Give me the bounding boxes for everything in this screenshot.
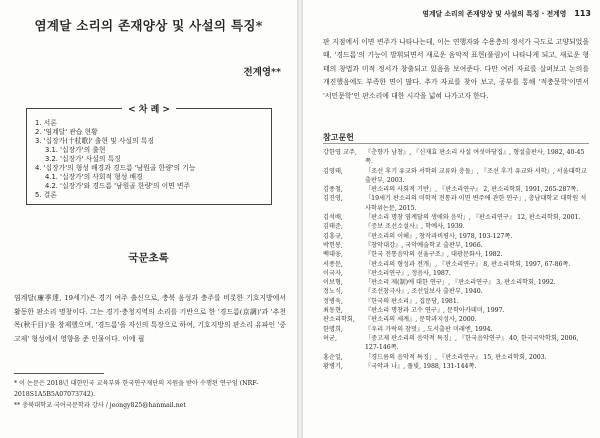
toc-item: 5. 결론 bbox=[35, 191, 57, 199]
reference-author: 허균, bbox=[323, 334, 337, 342]
reference-text: 『우리 가락의 참멋』, 도서출판 미래엔, 1994. bbox=[365, 325, 493, 333]
reference-text: 「판소리의 사회적 기반」, 『판소리연구』 2, 판소리학회, 1991, 265-287쪽. bbox=[365, 186, 579, 194]
reference-text: 『증보 조선소설사』, 학예사, 1939. bbox=[365, 223, 465, 231]
toc-item: 3.1. '십장가'의 출현 bbox=[45, 146, 106, 154]
reference-author: 김흥규, bbox=[323, 232, 343, 240]
reference-entry bbox=[323, 260, 591, 269]
reference-entry bbox=[323, 306, 591, 315]
reference-text: 「판소리의 형성과 전개」, 『판소리연구』 8, 판소리학회, 1997, 67-86쪽. bbox=[365, 260, 571, 268]
reference-author: 김영태, bbox=[323, 167, 343, 175]
reference-text: 「19세기 판소리의 미학적 전통과 이면 변주에 관한 연구」, 충남대학교 대학원 석사학위논문, 2015. bbox=[365, 195, 587, 212]
reference-author: 최동현, bbox=[323, 307, 343, 315]
left-page bbox=[0, 0, 297, 438]
toc-item: 2. '염계달' 관습 현황 bbox=[35, 128, 98, 136]
paper-title: 염계달 소리의 존재양상 및 사설의 특징* bbox=[34, 18, 263, 33]
reference-entry bbox=[323, 297, 591, 306]
reference-entry bbox=[323, 353, 591, 362]
reference-author: 백대웅, bbox=[323, 251, 343, 259]
running-head-title: 염계달 소리의 존재양상 및 사설의 특징 · 전계영 bbox=[422, 10, 567, 18]
page-number: 113 bbox=[574, 9, 591, 18]
reference-text: 『춘향가 남창』, 『신재효 판소리 사설 여섯마당집』, 형설출판사, 1982, 40-45쪽. bbox=[365, 149, 585, 166]
reference-text: 『판소리연구』, 정음사, 1987. bbox=[365, 269, 451, 277]
running-head bbox=[363, 8, 591, 18]
reference-entry bbox=[323, 278, 591, 287]
reference-author: 이보형, bbox=[323, 279, 343, 287]
reference-entry bbox=[323, 185, 591, 194]
reference-text: 「조선 후기 유교와 서학의 교류와 충돌」, 『조선 후기 유교와 서학』, 서울대학교 출판부, 2003. bbox=[365, 167, 587, 184]
footnotes bbox=[14, 378, 284, 411]
reference-text: 『한국 전통음악의 선율구조』, 대광문화사, 1982. bbox=[365, 251, 503, 259]
toc-item: 4. '십장가'의 형성 배경과 경드름 '남원골 한량'의 기능 bbox=[35, 164, 196, 172]
abstract-text: 염계달(廉季達, 19세기)은 경기 여주 출신으로, 충북 음성과 충주를 비롯한 기호지방에서 활동한 판소리 명창이다. 그는 경기·충청지역의 소리를 기반으로 한 '경드름(京調)'과 '추천목(秋千目)'을 창제했으며, '경드름'을 자신의 특장으로 하여, 기호지방의 판소리 유파인 '중고제' 형성에서 영향을 준 인물이다. 이에 필 bbox=[14, 294, 286, 343]
reference-author: 황병기, bbox=[323, 362, 343, 370]
reference-entry bbox=[323, 222, 591, 231]
reference-author: 정병욱, bbox=[323, 297, 343, 305]
reference-author: 김종철, bbox=[323, 186, 343, 194]
right-page bbox=[303, 0, 600, 438]
reference-entry bbox=[323, 325, 591, 334]
reference-entry bbox=[323, 287, 591, 296]
reference-author: 이국자, bbox=[323, 269, 343, 277]
reference-text: 『한국의 판소리』, 집문당, 1981. bbox=[365, 297, 459, 305]
reference-entry bbox=[323, 167, 591, 186]
reference-entry bbox=[323, 250, 591, 259]
toc-item: 3.2. '십장가' 사설의 특징 bbox=[45, 155, 121, 163]
reference-text: 『판소리의 세계』, 문학과지성사, 2000. bbox=[365, 316, 477, 324]
reference-text: 『조선창극사』, 조선일보사 출판부, 1940. bbox=[365, 288, 483, 296]
footnote: ** 충북대학교 국어국문학과 강사 / jeongy825@hanmail.net bbox=[14, 402, 186, 409]
reference-text: 「판소리 제(制)에 대한 연구」, 『판소리연구』 3, 판소리학회, 1992. bbox=[365, 279, 556, 287]
toc-item: 1. 서론 bbox=[35, 119, 57, 127]
reference-text: 『판소리 명창과 고수 연구』, 문학아카데미, 1997. bbox=[365, 307, 505, 315]
references-list bbox=[323, 148, 591, 371]
footnote-divider bbox=[14, 373, 104, 374]
reference-entry bbox=[323, 334, 591, 353]
footnote: * 이 논문은 2018년 대한민국 교육부와 한국연구재단의 지원을 받아 수행된 연구임 (NRF-2018S1A5B5A07073742). bbox=[14, 380, 259, 398]
reference-entry bbox=[323, 315, 591, 324]
reference-text: 『국악과 나』, 풀빛, 1988, 131-144쪽. bbox=[365, 362, 477, 370]
author-name: 전계영** bbox=[243, 67, 281, 78]
reference-text: 「중고제 판소리의 음악적 특징」, 『한국음악연구』 40, 한국국악학회, 2006, 127-146쪽. bbox=[365, 334, 579, 352]
toc-heading: < 차 례 > bbox=[122, 105, 176, 115]
toc-item: 4.1. '십장가'의 사회적 형성 배경 bbox=[45, 173, 143, 181]
reference-entry bbox=[323, 148, 591, 167]
reference-author: 서종문, bbox=[323, 260, 343, 268]
reference-entry bbox=[323, 362, 591, 371]
reference-author: 김진영, bbox=[323, 195, 343, 203]
reference-entry bbox=[323, 232, 591, 241]
toc-item: 3. '십장가(十杖歌)' 출현 및 사설의 특징 bbox=[35, 137, 154, 145]
toc-list bbox=[35, 119, 195, 200]
reference-author: 김태준, bbox=[323, 223, 343, 231]
reference-author: 한명희, bbox=[323, 325, 343, 333]
reference-text: 『창악대강』, 국악예술학교 출판부, 1966. bbox=[365, 241, 483, 249]
reference-text: 『판소리의 이해』, 창작과비평사, 1978, 103-127쪽. bbox=[365, 232, 513, 240]
table-of-contents bbox=[26, 105, 272, 205]
reference-text: 「경드름의 음악적 특징」, 『판소리연구』 15, 판소리학회, 2003. bbox=[365, 353, 547, 361]
abstract-heading: 국문초록 bbox=[128, 252, 169, 264]
reference-entry bbox=[323, 269, 591, 278]
reference-entry bbox=[323, 213, 591, 222]
reference-entry bbox=[323, 241, 591, 250]
reference-author: 정노식, bbox=[323, 288, 343, 296]
toc-item: 4.2. '십장가'와 경드름 '남원골 한량'의 이면 변주 bbox=[45, 182, 191, 190]
references-divider bbox=[323, 143, 589, 144]
reference-author: 홍순일, bbox=[323, 353, 343, 361]
reference-author: 판소리학회, bbox=[323, 316, 355, 324]
reference-author: 강한영 교주, bbox=[323, 149, 357, 156]
reference-author: 박헌봉, bbox=[323, 241, 343, 249]
reference-text: 「판소리 명창 염계달의 생애와 음악」, 『판소리연구』 12, 판소리학회, 2001. bbox=[365, 214, 581, 222]
conclusion-text: 판 지점에서 이면 변주가 나타나는데, 이는 연행자와 수용층의 정서가 극도로 고양되었을 때, '경드름'의 기능이 발휘되면서 새로운 음악적 표현(풀림)이 나타나게 되고, 새로운 형태의 창법과 미적 정서가 창출되고 있음을 보여준다. 다만 여러 자료를 살펴보고 논의를 개진했음에도 부족한 면이 많다. 추가 자료를 찾아 보고, 공부를 통해 '적충문학'이면서 '서민문학'인 판소리에 대한 시각을 넓혀 나가고자 한다. bbox=[323, 38, 589, 100]
reference-entry bbox=[323, 194, 591, 213]
reference-author: 김석배, bbox=[323, 214, 343, 222]
references-heading: 참고문헌 bbox=[323, 133, 354, 142]
